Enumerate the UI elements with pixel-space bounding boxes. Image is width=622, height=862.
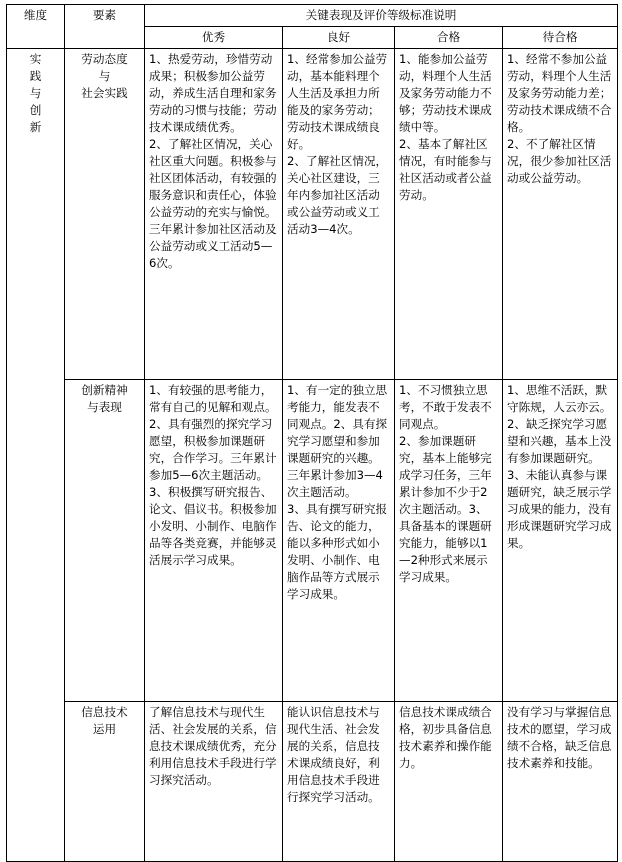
level-header-excellent: 优秀 — [145, 27, 283, 49]
criteria-cell-fail: 没有学习与掌握信息技术的愿望，学习成绩不合格，缺乏信息技术素养和技能。 — [503, 702, 618, 862]
criteria-cell-good: 1、经常参加公益劳动，基本能料理个人生活及承担力所能及的家务劳动；劳动技术课成绩良好。 2、了解社区情况，关心社区建设，三年内参加社区活动或公益劳动或义工活动3—4次。 — [283, 49, 395, 380]
dimension-cell: 实 践 与 创 新 — [7, 49, 65, 862]
level-header-fail: 待合格 — [503, 27, 618, 49]
criteria-cell-fail: 1、经常不参加公益劳动，料理个人生活及家务劳动能力差；劳动技术课成绩不合格。 2、不了解社区情况，很少参加社区活动或公益劳动。 — [503, 49, 618, 380]
criteria-cell-good: 1、有一定的独立思考能力，能发表不同观点。2、具有探究学习愿望和参加课题研究的兴趣。三年累计参加3—4次主题活动。 3、具有撰写研究报告、论文的能力，能以多种形式如小发明、小制作、电脑作品等方式展示学习成果。 — [283, 380, 395, 702]
evaluation-rubric-table — [6, 4, 618, 862]
level-header-good: 良好 — [283, 27, 395, 49]
criteria-cell-excellent: 了解信息技术与现代生活、社会发展的关系，信息技术课成绩优秀，充分利用信息技术手段进行学习探究活动。 — [145, 702, 283, 862]
criteria-cell-fail: 1、思维不活跃，默守陈规，人云亦云。 2、缺乏探究学习愿望和兴趣，基本上没有参加课题研究。3、未能认真参与课题研究，缺乏展示学习成果的能力，没有形成课题研究学习成果。 — [503, 380, 618, 702]
dimension-header: 维度 — [7, 5, 65, 49]
criteria-cell-excellent: 1、热爱劳动，珍惜劳动成果；积极参加公益劳动，养成生活自理和家务劳动的习惯与技能；劳动技术课成绩优秀。 2、了解社区情况，关心社区重大问题。积极参与社区团体活动，有较强的服务意识和责任心，体验公益劳动的充实与愉悦。三年累计参加社区活动及公益劳动或义工活动5—6次。 — [145, 49, 283, 380]
header-row-1 — [7, 5, 618, 27]
table-row — [7, 702, 618, 862]
element-header: 要素 — [65, 5, 145, 49]
criteria-cell-pass: 1、不习惯独立思考，不敢于发表不同观点。 2、参加课题研究，基本上能够完成学习任务，三年累计参加不少于2次主题活动。3、具备基本的课题研究能力，能够以1—2种形式来展示学习成果。 — [395, 380, 503, 702]
table-row — [7, 380, 618, 702]
criteria-cell-excellent: 1、有较强的思考能力，常有自己的见解和观点。 2、具有强烈的探究学习愿望，积极参加课题研究，合作学习。三年累计参加5—6次主题活动。 3、积极撰写研究报告、论文、倡议书。积极参加小发明、小制作、电脑作品等各类竞赛，并能够灵活展示学习成果。 — [145, 380, 283, 702]
element-cell: 创新精神 与表现 — [65, 380, 145, 702]
criteria-cell-good: 能认识信息技术与现代生活、社会发展的关系，信息技术课成绩良好，利用信息技术手段进行探究学习活动。 — [283, 702, 395, 862]
table-row — [7, 49, 618, 380]
criteria-cell-pass: 1、能参加公益劳动，料理个人生活及家务劳动能力不够；劳动技术课成绩中等。 2、基本了解社区情况，有时能参与社区活动或者公益劳动。 — [395, 49, 503, 380]
element-cell: 劳动态度 与 社会实践 — [65, 49, 145, 380]
criteria-cell-pass: 信息技术课成绩合格，初步具备信息技术素养和操作能力。 — [395, 702, 503, 862]
element-cell: 信息技术 运用 — [65, 702, 145, 862]
key-performance-header: 关键表现及评价等级标准说明 — [145, 5, 618, 27]
level-header-pass: 合格 — [395, 27, 503, 49]
